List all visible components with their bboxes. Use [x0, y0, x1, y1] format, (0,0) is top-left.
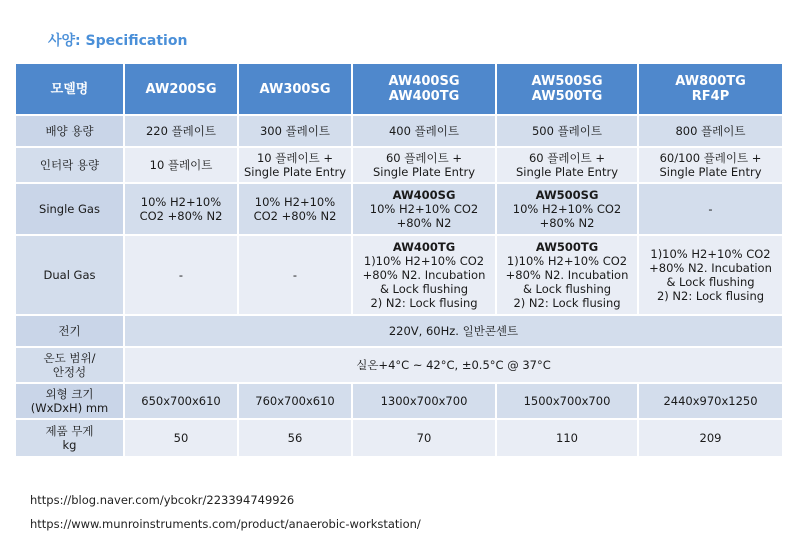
dimension-value: 2440x970x1250: [638, 383, 783, 419]
dimensions-row: [15, 383, 783, 419]
header-model: AW400SG AW400TG: [352, 63, 496, 115]
spec-cell: -: [124, 235, 238, 315]
specification-table: [14, 62, 784, 458]
weight-value: 50: [124, 419, 238, 457]
source-link-2[interactable]: https://www.munroinstruments.com/product/anaerobic-workstation/: [30, 517, 421, 531]
spec-cell: AW400TG 1)10% H2+10% CO2 +80% N2. Incubation & Lock flushing 2) N2: Lock flusing: [352, 235, 496, 315]
weight-value: 209: [638, 419, 783, 457]
spec-cell: 400 플레이트: [352, 115, 496, 147]
spec-cell: 500 플레이트: [496, 115, 638, 147]
spec-cell: 800 플레이트: [638, 115, 783, 147]
interlock-capacity-row: [15, 147, 783, 183]
header-model: AW200SG: [124, 63, 238, 115]
header-model-name: 모델명: [15, 63, 124, 115]
spec-cell: 60 플레이트 + Single Plate Entry: [496, 147, 638, 183]
header-model: AW800TG RF4P: [638, 63, 783, 115]
page-title: 사양: Specification: [48, 33, 188, 49]
spec-cell: AW500SG 10% H2+10% CO2 +80% N2: [496, 183, 638, 235]
header-row: [15, 63, 783, 115]
weight-row: [15, 419, 783, 457]
row-label: 배양 용량: [15, 115, 124, 147]
power-row: [15, 315, 783, 347]
row-label: 제품 무게 kg: [15, 419, 124, 457]
spec-cell: AW500TG 1)10% H2+10% CO2 +80% N2. Incubation & Lock flushing 2) N2: Lock flusing: [496, 235, 638, 315]
spec-cell: 10% H2+10% CO2 +80% N2: [124, 183, 238, 235]
spec-cell: 60/100 플레이트 + Single Plate Entry: [638, 147, 783, 183]
row-label: 온도 범위/ 안정성: [15, 347, 124, 383]
row-label: 전기: [15, 315, 124, 347]
spec-cell: 60 플레이트 + Single Plate Entry: [352, 147, 496, 183]
spec-cell: 10 플레이트 + Single Plate Entry: [238, 147, 352, 183]
row-label: Single Gas: [15, 183, 124, 235]
temperature-row: [15, 347, 783, 383]
dimension-value: 650x700x610: [124, 383, 238, 419]
power-value: 220V, 60Hz. 일반콘센트: [124, 315, 783, 347]
spec-cell: 10% H2+10% CO2 +80% N2: [238, 183, 352, 235]
source-link-1[interactable]: https://blog.naver.com/ybcokr/223394749926: [30, 493, 295, 507]
header-model: AW300SG: [238, 63, 352, 115]
spec-cell: 300 플레이트: [238, 115, 352, 147]
row-label: Dual Gas: [15, 235, 124, 315]
weight-value: 70: [352, 419, 496, 457]
spec-cell: -: [638, 183, 783, 235]
spec-cell: 1)10% H2+10% CO2 +80% N2. Incubation & Lock flushing 2) N2: Lock flusing: [638, 235, 783, 315]
dual-gas-row: [15, 235, 783, 315]
dimension-value: 760x700x610: [238, 383, 352, 419]
spec-cell: 220 플레이트: [124, 115, 238, 147]
single-gas-row: [15, 183, 783, 235]
spec-cell: AW400SG 10% H2+10% CO2 +80% N2: [352, 183, 496, 235]
temperature-value: 실온+4°C ~ 42°C, ±0.5°C @ 37°C: [124, 347, 783, 383]
row-label: 인터락 용량: [15, 147, 124, 183]
culture-capacity-row: [15, 115, 783, 147]
spec-cell: -: [238, 235, 352, 315]
row-label: 외형 크기 (WxDxH) mm: [15, 383, 124, 419]
weight-value: 56: [238, 419, 352, 457]
dimension-value: 1500x700x700: [496, 383, 638, 419]
dimension-value: 1300x700x700: [352, 383, 496, 419]
header-model: AW500SG AW500TG: [496, 63, 638, 115]
spec-cell: 10 플레이트: [124, 147, 238, 183]
weight-value: 110: [496, 419, 638, 457]
